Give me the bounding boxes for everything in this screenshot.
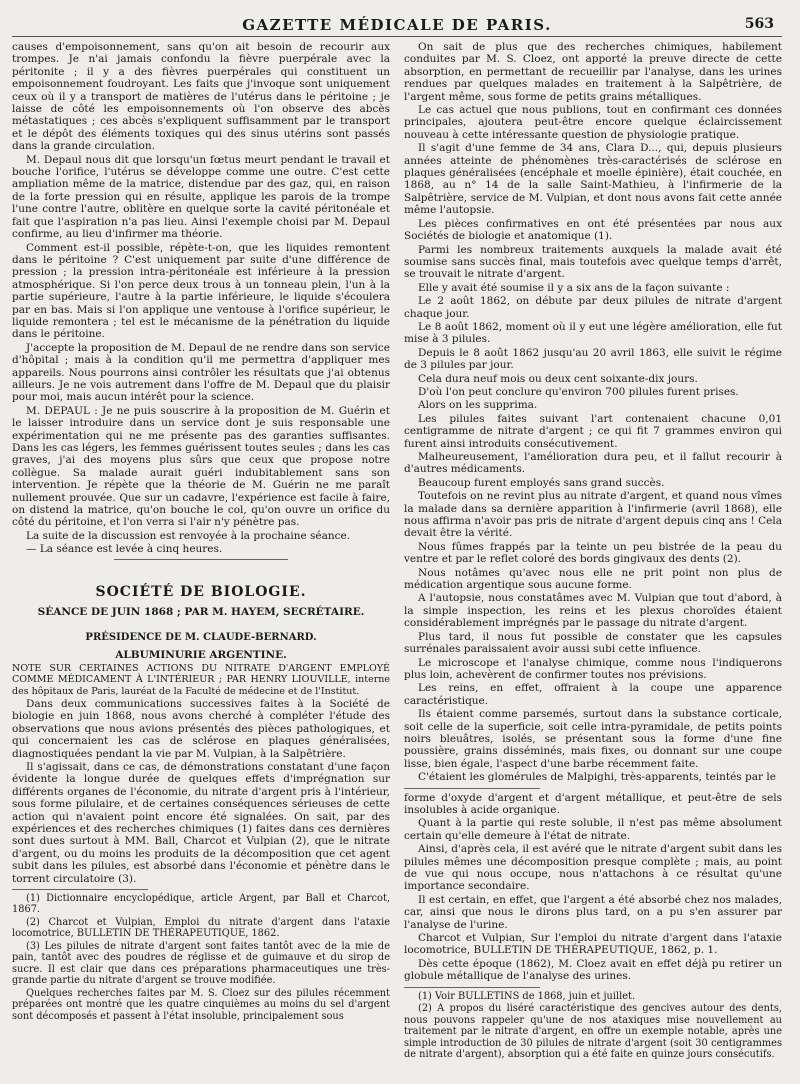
paragraph: J'accepte la proposition de M. Depaul de ne rendre dans son service d'hôpital ; mais à la condition qu'il me permettra d'appliquer mes appareils. Nous pourrons ainsi contrôler les résultats que j'ai obtenus ailleurs. Je ne vois autrement dans l'offre de M. Depaul que du plaisir pour moi, mais aucun intérêt pour la science.: [12, 341, 390, 404]
footnote-divider: [404, 987, 540, 988]
page-header: [12, 14, 782, 37]
article-title: ALBUMINURIE ARGENTINE.: [115, 648, 287, 661]
presidence-line: PRÉSIDENCE DE M. CLAUDE-BERNARD.: [85, 632, 317, 644]
paragraph: Ainsi, d'après cela, il est avéré que le nitrate d'argent subit dans les pilules mêmes une décomposition presque complète ; mais, au point de vue qui nous occupe, nous n'attachons à ce résultat qu'une importance secondaire.: [404, 843, 782, 893]
paragraph: La suite de la discussion est renvoyée à la prochaine séance.: [26, 529, 351, 542]
footnote: (1) Voir BULLETINS de 1868, juin et juillet.: [418, 990, 636, 1002]
paragraph: Beaucoup furent employés sans grand succès.: [418, 476, 665, 489]
paragraph: — La séance est levée à cinq heures.: [26, 543, 223, 556]
seance-line: SÉANCE DE JUIN 1868 ; PAR M. HAYEM, SECRÉTAIRE.: [37, 606, 365, 619]
paragraph: Parmi les nombreux traitements auxquels la malade avait été soumise sans succès final, mais toutefois avec quelque temps d'arrêt, se trouvait le nitrate d'argent.: [404, 243, 782, 281]
paragraph: causes d'empoisonnement, sans qu'on ait besoin de recourir aux trompes. Je n'ai jamais confondu la fièvre puerpérale avec la péritonite ; il y a des fièvres puerpérales qui constituent un empoisonnement foudroyant. Les faits que j'invoque sont uniquement ceux où il y a transport de matières de l'utérus dans le péritoine ; je laisse de côté les empoisonnements où l'on observe des abcès métastatiques ; ces abcès s'expliquent suffisamment par le transport et le dépôt des éléments toxiques qui des sinus utérins sont passés dans la grande circulation.: [12, 41, 390, 153]
paragraph: Comment est-il possible, répète-t-on, que les liquides remontent dans le péritoine ? C'est uniquement par suite d'une différence de pression ; la pression intra-péritonéale est inférieure à la pression atmosphérique. Si l'on perce deux trous à un tonneau plein, l'un à la partie supérieure, l'autre à la partie inférieure, le liquide s'écoulera par en bas. Mais si l'on applique une ventouse à l'orifice supérieur, le liquide remontera ; tel est le mécanisme de la pénétration du liquide dans le péritoine.: [12, 241, 390, 341]
paragraph: Le microscope et l'analyse chimique, comme nous l'indiquerons plus loin, achevèrent de confirmer toutes nos prévisions.: [404, 656, 782, 681]
page-number: 563: [744, 16, 774, 32]
left-column: [12, 41, 390, 1062]
columns: [12, 41, 782, 1062]
paragraph: C'étaient les glomérules de Malpighi, très-apparents, teintés par le: [418, 771, 776, 784]
footnote: Quelques recherches faites par M. S. Cloez sur des pilules récemment préparées ont montré que les quatre cinquièmes au moins du sel d'argent sont décomposés et passent à l'état insoluble, principalement sous: [12, 987, 390, 1022]
paragraph: Alors on les supprima.: [418, 399, 538, 412]
footnote-divider: [12, 889, 148, 890]
paragraph: Elle y avait été soumise il y a six ans de la façon suivante :: [418, 281, 730, 294]
footnote: (2) A propos du liséré caractéristique des gencives autour des dents, nous pouvons rappeler qu'une de nos ataxiques mise nouvellement au traitement par le nitrate d'argent, en offre un exemple notable, après une simple introduction de 30 pilules de nitrate d'argent (soit 30 centigrammes de nitrate d'argent), absorption qui a été faite en quinze jours consécutifs.: [404, 1003, 782, 1061]
paragraph: Dès cette époque (1862), M. Cloez avait en effet déjà pu retirer un globule métallique de l'analyse des urines.: [404, 957, 782, 983]
paragraph: Dans deux communications successives faites à la Société de biologie en juin 1868, nous avons cherché à compléter l'étude des observations que nous avions présentés des pièces pathologiques, et qui concernaient les cas de sclérose en plaques généralisées, diagnostiquées pendant la vie par M. Vulpian, à la Salpêtrière.: [12, 697, 390, 760]
paragraph: Il est certain, en effet, que l'argent a été absorbé chez nos malades, car, ainsi que nous le dirons plus tard, on a pu s'en assurer par l'analyse de l'urine.: [404, 893, 782, 931]
paragraph: Le 2 août 1862, on débute par deux pilules de nitrate d'argent chaque jour.: [404, 295, 782, 320]
paragraph: Il s'agit d'une femme de 34 ans, Clara D..., qui, depuis plusieurs années atteinte de phénomènes très-caractérisés de sclérose en plaques généralisées (encéphale et moelle épinière), était couchée, en 1868, au n° 14 de la salle Saint-Mathieu, à l'infirmerie de la Salpêtrière, service de M. Vulpian, et dont nous avons fait cette année même l'autopsie.: [404, 142, 782, 217]
paragraph: Quant à la partie qui reste soluble, il n'est pas même absolument certain qu'elle demeure à l'état de nitrate.: [404, 817, 782, 842]
paragraph: Le cas actuel que nous publions, tout en confirmant ces données principales, ajoutera peut-être encore quelque éclaircissement nouveau à cette intéressante question de physiologie pratique.: [404, 104, 782, 141]
paragraph: Nous notâmes qu'avec nous elle ne prit point non plus de médication argentique sous aucune forme.: [404, 566, 782, 592]
paragraph: Depuis le 8 août 1862 jusqu'au 20 avril 1863, elle suivit le régime de 3 pilules par jour.: [404, 346, 782, 372]
right-column: [404, 41, 782, 1062]
column-divider: [404, 788, 540, 789]
paragraph: D'où l'on peut conclure qu'environ 700 pilules furent prises.: [418, 385, 739, 398]
paragraph: Charcot et Vulpian, Sur l'emploi du nitrate d'argent dans l'ataxie locomotrice, BULLETIN DE THÉRAPEUTIQUE, 1862, p. 1.: [404, 932, 782, 957]
paragraph: Nous fûmes frappés par la teinte un peu bistrée de la peau du ventre et par le reflet coloré des bords gingivaux des dents (2).: [404, 540, 782, 566]
section-divider: [114, 559, 288, 560]
paragraph: Plus tard, il nous fut possible de constater que les capsules surrénales paraissaient avoir aussi subi cette influence.: [404, 630, 782, 656]
paragraph: M. Depaul nous dit que lorsqu'un fœtus meurt pendant le travail et bouche l'orifice, l'utérus se développe comme une outre. C'est cette ampliation même de la matrice, distendue par des gaz, qui, en raison de la forte pression qui en résulte, applique les parois de la trompe l'une contre l'autre, oblitère en quelque sorte la cavité péritonéale et fait que l'aspiration n'a pas lieu. Ainsi l'exemple choisi par M. Depaul confirme, au lieu d'infirmer ma théorie.: [12, 153, 390, 241]
paragraph: Cela dura neuf mois ou deux cent soixante-dix jours.: [418, 372, 698, 385]
paragraph: On sait de plus que des recherches chimiques, habilement conduites par M. S. Cloez, ont apporté la preuve directe de cette absorption, en permettant de recueillir par l'analyse, dans les urines rendues par quelques malades en traitement à la Salpêtrière, de l'argent même, sous forme de petits grains métalliques.: [404, 41, 782, 103]
paragraph: Les reins, en effet, offraient à la coupe une apparence caractéristique.: [404, 682, 782, 707]
footnote: (2) Charcot et Vulpian, Emploi du nitrate d'argent dans l'ataxie locomotrice, BULLETIN DE THÉRAPEUTIQUE, 1862.: [12, 916, 390, 940]
paragraph: Les pilules faites suivant l'art contenaient chacune 0,01 centigramme de nitrate d'argent ; ce qui fit 7 grammes environ qui furent ainsi introduits consécutivement.: [404, 412, 782, 450]
paragraph: forme d'oxyde d'argent et d'argent métallique, et peut-être de sels insolubles à acide organique.: [404, 791, 782, 816]
paragraph: Ils étaient comme parsemés, surtout dans la substance corticale, soit celle de la superficie, soit celle intra-pyramidale, de petits points noirs bleuâtres, isolés, se présentant sous la forme d'une fine poussière, grains disséminés, mais fixes, ou donnant sur une coupe lisse, bien égale, l'aspect d'une barbe récemment faite.: [404, 708, 782, 770]
footnote: (1) Dictionnaire encyclopédique, article Argent, par Ball et Charcot, 1867.: [12, 892, 390, 916]
paragraph: A l'autopsie, nous constatâmes avec M. Vulpian que tout d'abord, à la simple inspection, les reins et les plexus choroïdes étaient considérablement imprégnés par le passage du nitrate d'argent.: [404, 592, 782, 630]
society-title: SOCIÉTÉ DE BIOLOGIE.: [95, 583, 307, 600]
paragraph: Il s'agissait, dans ce cas, de démonstrations constatant d'une façon évidente la longue durée de quelques effets d'imprégnation sur différents organes de l'économie, du nitrate d'argent pris à l'intérieur, sous forme pilulaire, et de certaines conséquences sérieuses de cette action qui n'avaient point encore été signalées. On sait, par des expériences et des recherches chimiques (1) faites dans ces dernières sont dues surtout à MM. Ball, Charcot et Vulpian (2), que le nitrate d'argent, ou du moins les produits de la décomposition que cet agent subit dans les pilules, est absorbé dans l'économie et pénètre dans le torrent circulatoire (3).: [12, 760, 390, 885]
paragraph: Malheureusement, l'amélioration dura peu, et il fallut recourir à d'autres médicaments.: [404, 451, 782, 476]
paragraph: M. DEPAUL : Je ne puis souscrire à la proposition de M. Guérin et le laisser introduire dans un service dont je suis responsable une expérimentation qui ne me présente pas des garanties suffisantes. Dans les cas légers, les femmes guérissent toutes seules ; dans les cas graves, j'ai des moyens plus sûrs que ceux que propose notre collègue. Sa malade aurait guéri indubitablement sans son intervention. Je répète que la théorie de M. Guérin ne me paraît nullement prouvée. Que sur un cadavre, l'expérience est facile à faire, on distend la matrice, qu'on bouche le col, qu'on ouvre un orifice du côté du péritoine, et l'on verra si l'air n'y pénètre pas.: [12, 404, 390, 529]
article-note: NOTE SUR CERTAINES ACTIONS DU NITRATE D'ARGENT EMPLOYÉ COMME MÉDICAMENT À L'INTÉRIEUR ; PAR HENRY LIOUVILLE, interne des hôpitaux de Paris, lauréat de la Faculté de médecine et de l'Institut.: [12, 663, 390, 697]
paragraph: Toutefois on ne revint plus au nitrate d'argent, et quand nous vîmes la malade dans sa dernière apparition à l'infirmerie (avril 1868), elle nous affirma n'avoir pas pris de nitrate d'argent depuis cinq ans ! Cela devait être la vérité.: [404, 490, 782, 540]
journal-title: GAZETTE MÉDICALE DE PARIS.: [242, 16, 552, 34]
footnote: (3) Les pilules de nitrate d'argent sont faites tantôt avec de la mie de pain, tantôt avec des poudres de réglisse et de guimauve et du sirop de sucre. Il est clair que dans ces préparations pharmaceutiques une très-grande partie du nitrate d'argent se trouve modifiée.: [12, 940, 390, 987]
paragraph: Le 8 août 1862, moment où il y eut une légère amélioration, elle fut mise à 3 pilules.: [404, 320, 782, 346]
paragraph: Les pièces confirmatives en ont été présentées par nous aux Sociétés de biologie et anatomique (1).: [404, 217, 782, 243]
